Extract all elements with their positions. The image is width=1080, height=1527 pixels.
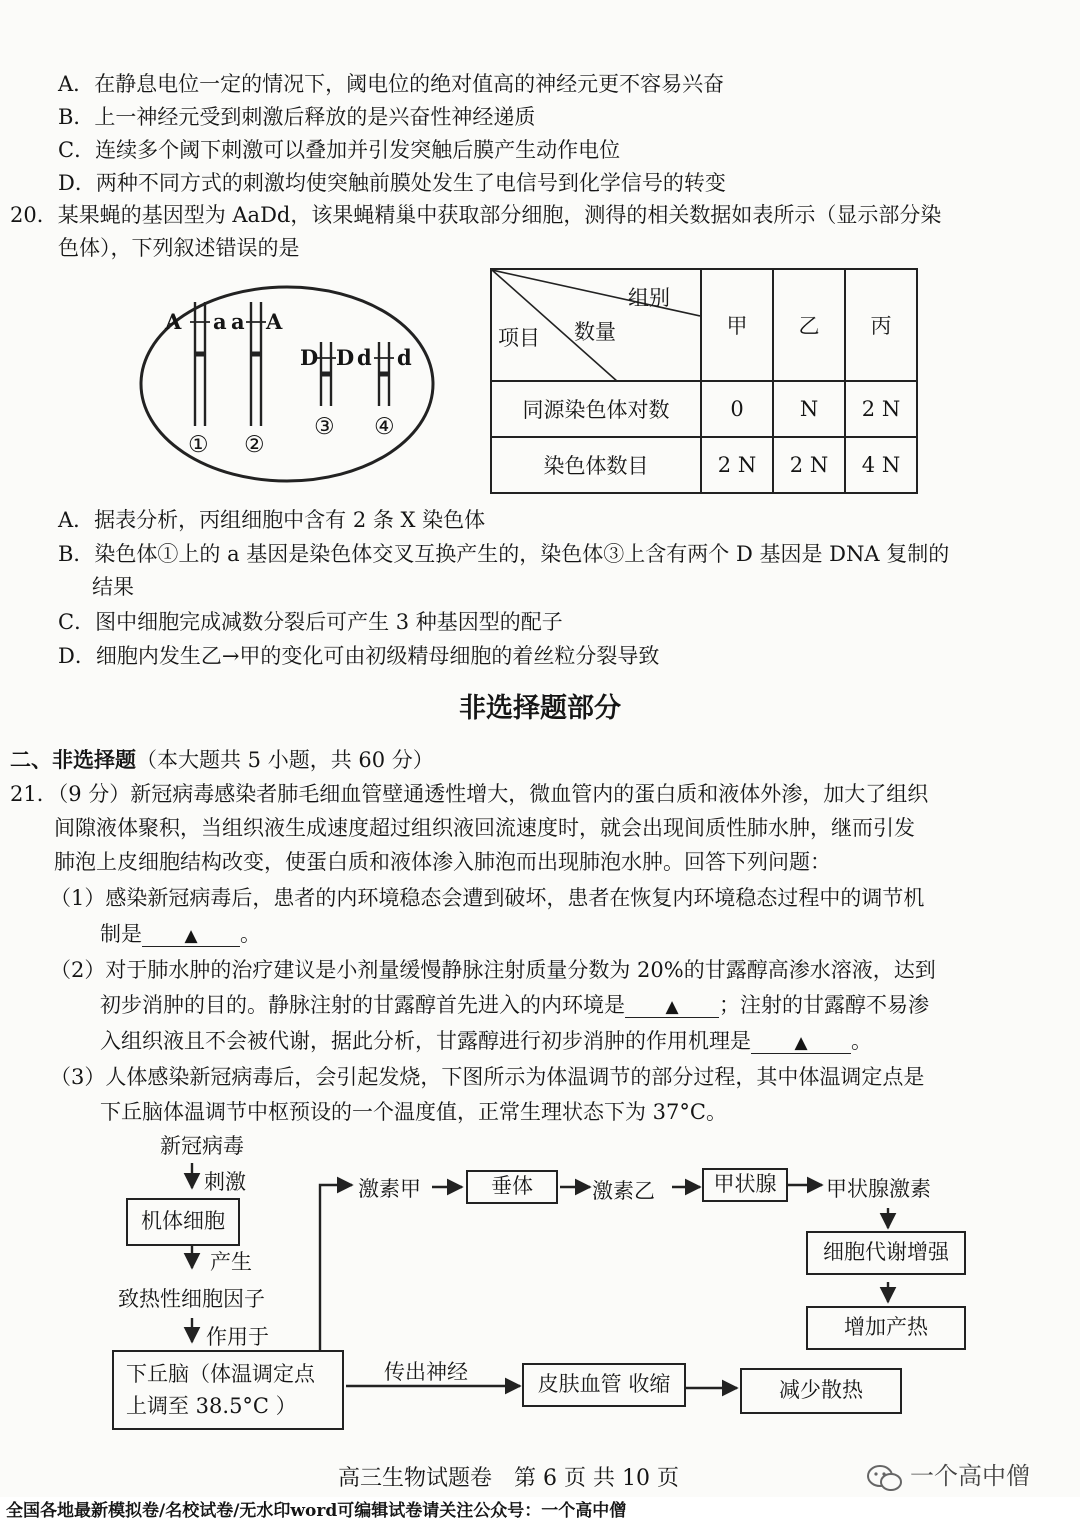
- flow-stimulate: 刺激: [204, 1170, 246, 1194]
- q21-intro-line1: 21．（9 分）新冠病毒感染者肺毛细血管壁通透性增大，微血管内的蛋白质和液体外渗，加大了组织: [10, 782, 929, 806]
- q20-option-a: A．据表分析，丙组细胞中含有 2 条 X 染色体: [58, 508, 486, 532]
- gene-label-D-1: D: [300, 345, 319, 370]
- flow-more-heat-box: 增加产热: [806, 1306, 966, 1350]
- flow-hypothalamus-box: [112, 1350, 344, 1430]
- answer-blank-2[interactable]: [625, 993, 719, 1018]
- q19-option-a: A．在静息电位一定的情况下，阈电位的绝对值高的神经元更不容易兴奋: [58, 72, 725, 96]
- q20-option-b-line2: 结果: [92, 575, 134, 599]
- flow-thyroid-box: 甲状腺: [702, 1168, 788, 1202]
- period: 。: [240, 922, 261, 946]
- flow-hormone-b: 激素乙: [592, 1179, 655, 1203]
- wechat-icon: [866, 1464, 904, 1494]
- blank-triangle-icon: ▲: [665, 997, 679, 1017]
- q19-option-b: B．上一神经元受到刺激后释放的是兴奋性神经递质: [58, 105, 536, 129]
- gene-label-A-1: A: [165, 309, 182, 334]
- gene-label-d-1: d: [357, 345, 372, 370]
- gene-label-A-2: A: [266, 309, 283, 334]
- row-label: 染色体数目: [491, 437, 701, 493]
- section-heading: [10, 746, 434, 774]
- chromosome-number-3: ③: [314, 414, 335, 440]
- gene-label-a-2: a: [231, 309, 245, 334]
- q19-option-c: C．连续多个阈下刺激可以叠加并引发突触后膜产生动作电位: [58, 138, 621, 162]
- blank-triangle-icon: ▲: [794, 1033, 808, 1053]
- q21-part2-line1: （2）对于肺水肿的治疗建议是小剂量缓慢静脉注射质量分数为 20%的甘露醇高渗水溶液，达到: [50, 958, 936, 982]
- flow-efferent-nerve: 传出神经: [384, 1360, 468, 1384]
- q20-stem-line2: 色体），下列叙述错误的是: [58, 236, 300, 260]
- page-footer: 高三生物试题卷 第 6 页 共 10 页: [338, 1466, 679, 1491]
- table-cell: 0: [701, 381, 773, 437]
- q21-part2-text-b: ；注射的甘露醇不易渗: [719, 993, 929, 1017]
- flow-pituitary-box: 垂体: [466, 1170, 558, 1204]
- section-title: 非选择题部分: [459, 693, 621, 724]
- chromosome-number-2: ②: [244, 432, 265, 458]
- q19-option-d: D．两种不同方式的刺激均使突触前膜处发生了电信号到化学信号的转变: [58, 171, 726, 195]
- q21-part2-text-a: 初步消肿的目的。静脉注射的甘露醇首先进入的内环境是: [100, 993, 625, 1017]
- table-cell: 4 N: [845, 437, 917, 493]
- q20-stem-line1: 20．某果蝇的基因型为 AaDd，该果蝇精巢中获取部分细胞，测得的相关数据如表所示（显示部分染: [10, 203, 942, 227]
- table-row: [491, 381, 917, 437]
- q21-part2-line3: [100, 1027, 872, 1055]
- table-cell: 2 N: [845, 381, 917, 437]
- q20-option-b-line1: B．染色体①上的 a 基因是染色体交叉互换产生的，染色体③上含有两个 D 基因是 DNA 复制的: [58, 542, 950, 566]
- q21-intro-line3: 肺泡上皮细胞结构改变，使蛋白质和液体渗入肺泡而出现肺泡水肿。回答下列问题：: [54, 850, 831, 874]
- flow-produce: 产生: [210, 1250, 252, 1274]
- q21-part1-line2: [100, 920, 261, 948]
- q21-part1-text: 制是: [100, 922, 142, 946]
- flow-virus: 新冠病毒: [160, 1134, 244, 1158]
- col-header-yi: 乙: [773, 269, 845, 381]
- gene-label-a-1: a: [213, 309, 227, 334]
- cell-chromosome-diagram: [136, 280, 442, 490]
- blank-triangle-icon: ▲: [184, 926, 198, 946]
- gene-label-d-2: d: [397, 345, 412, 370]
- q21-part1-line1: （1）感染新冠病毒后，患者的内环境稳态会遭到破坏，患者在恢复内环境稳态过程中的调节机: [50, 886, 925, 910]
- table-cell: 2 N: [701, 437, 773, 493]
- flow-hormone-a: 激素甲: [358, 1177, 421, 1201]
- header-group-label: 组别: [628, 286, 670, 310]
- flow-hypothalamus-line1: 下丘脑（体温调定点: [126, 1362, 315, 1386]
- table-cell: 2 N: [773, 437, 845, 493]
- section-heading-rest: （本大题共 5 小题，共 60 分）: [136, 748, 434, 772]
- q20-option-c: C．图中细胞完成减数分裂后可产生 3 种基因型的配子: [58, 610, 563, 634]
- header-count-label: 数量: [574, 320, 616, 344]
- table-header-corner: [491, 269, 701, 381]
- q21-part2-line2: [100, 991, 929, 1019]
- section-heading-bold: 二、非选择题: [10, 747, 136, 772]
- col-header-jia: 甲: [701, 269, 773, 381]
- period: 。: [851, 1029, 872, 1053]
- chromosome-number-1: ①: [188, 432, 209, 458]
- flow-thyroid-hormone: 甲状腺激素: [826, 1177, 931, 1201]
- chromosome-number-4: ④: [374, 414, 395, 440]
- flow-less-heat-box: 减少散热: [740, 1368, 902, 1414]
- watermark-brand: 一个高中僧: [910, 1462, 1030, 1490]
- col-header-bing: 丙: [845, 269, 917, 381]
- q21-part3-line1: （3）人体感染新冠病毒后，会引起发烧，下图所示为体温调节的部分过程，其中体温调定点是: [50, 1065, 925, 1089]
- gene-label-D-2: D: [336, 345, 355, 370]
- chromosome-data-table: [490, 268, 918, 494]
- bottom-note: 全国各地最新模拟卷/名校试卷/无水印word可编辑试卷请关注公众号：一个高中僧: [6, 1501, 627, 1521]
- row-label: 同源染色体对数: [491, 381, 701, 437]
- flow-pyrogen: 致热性细胞因子: [118, 1287, 265, 1311]
- q21-part3-line2: 下丘脑体温调节中枢预设的一个温度值，正常生理状态下为 37°C。: [100, 1100, 727, 1124]
- flow-act-on: 作用于: [206, 1325, 269, 1349]
- answer-blank-3[interactable]: [751, 1029, 851, 1054]
- q21-part2-text-c: 入组织液且不会被代谢，据此分析，甘露醇进行初步消肿的作用机理是: [100, 1029, 751, 1053]
- answer-blank-1[interactable]: [142, 922, 240, 947]
- q21-intro-line2: 间隙液体聚积，当组织液生成速度超过组织液回流速度时，就会出现间质性肺水肿，继而引发: [54, 816, 915, 840]
- table-cell: N: [773, 381, 845, 437]
- flow-metabolism-box: 细胞代谢增强: [806, 1231, 966, 1275]
- flow-vessel-box: 皮肤血管 收缩: [522, 1363, 686, 1407]
- table-row: [491, 437, 917, 493]
- flow-body-cell-box: 机体细胞: [126, 1198, 240, 1246]
- flow-hypothalamus-line2: 上调至 38.5°C ）: [126, 1394, 297, 1418]
- header-item-label: 项目: [498, 326, 540, 350]
- q20-option-d: D．细胞内发生乙→甲的变化可由初级精母细胞的着丝粒分裂导致: [58, 644, 660, 668]
